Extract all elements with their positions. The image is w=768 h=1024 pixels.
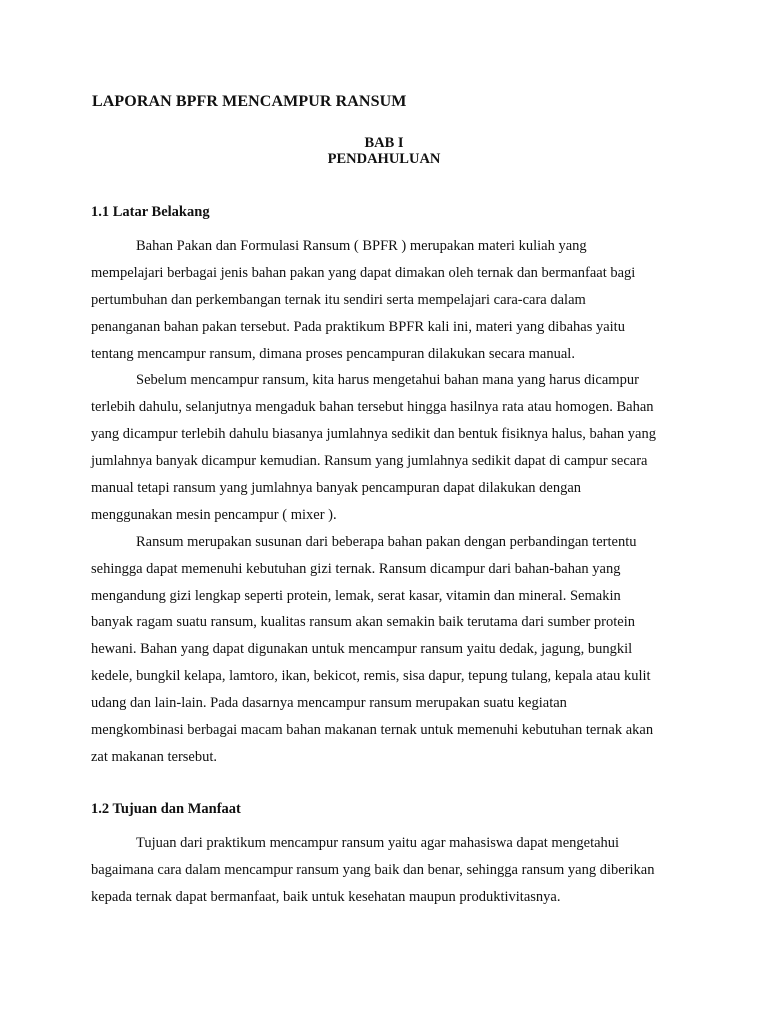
paragraph-line: Tujuan dari praktikum mencampur ransum yaitu agar mahasiswa dapat mengetahui xyxy=(136,835,620,851)
section-heading-latar-belakang: 1.1 Latar Belakang xyxy=(91,204,210,220)
section-body-latar-belakang xyxy=(91,233,683,771)
paragraph-line: Bahan Pakan dan Formulasi Ransum ( BPFR ) merupakan materi kuliah yang xyxy=(136,238,587,254)
paragraph-line: manual tetapi ransum yang jumlahnya banyak pencampuran dapat dilakukan dengan xyxy=(91,480,582,497)
paragraph-line: mengkombinasi berbagai macam bahan makanan ternak untuk memenuhi kebutuhan ternak akan xyxy=(91,722,654,739)
paragraph-line: kepada ternak dapat bermanfaat, baik untuk kesehatan maupun produktivitasnya. xyxy=(91,888,561,905)
section-body-tujuan-dan-manfaat xyxy=(91,830,683,911)
paragraph-line: mengandung gizi lengkap seperti protein, lemak, serat kasar, vitamin dan mineral. Semakin xyxy=(91,587,621,604)
paragraph-line: hewani. Bahan yang dapat digunakan untuk mencampur ransum yaitu dedak, jagung, bungkil xyxy=(91,641,633,658)
chapter-number: BAB I xyxy=(364,135,404,151)
paragraph-line: pertumbuhan dan perkembangan ternak itu sendiri serta mempelajari cara-cara dalam xyxy=(91,291,586,308)
paragraph-line: bagaimana cara dalam mencampur ransum yang baik dan benar, sehingga ransum yang diberikan xyxy=(91,861,655,878)
paragraph-line: kedele, bungkil kelapa, lamtoro, ikan, bekicot, remis, sisa dapur, tepung tulang, kepala atau kulit xyxy=(91,668,651,685)
paragraph-line: mempelajari berbagai jenis bahan pakan yang dapat dimakan oleh ternak dan bermanfaat bagi xyxy=(91,264,636,281)
paragraph-line: Ransum merupakan susunan dari beberapa bahan pakan dengan perbandingan tertentu xyxy=(136,533,637,550)
chapter-name: PENDAHULUAN xyxy=(327,151,441,167)
paragraph-line: udang dan lain-lain. Pada dasarnya mencampur ransum merupakan suatu kegiatan xyxy=(91,695,567,712)
paragraph-line: tentang mencampur ransum, dimana proses pencampuran dilakukan secara manual. xyxy=(91,345,575,362)
paragraph-line: penanganan bahan pakan tersebut. Pada praktikum BPFR kali ini, materi yang dibahas yaitu xyxy=(91,318,625,335)
paragraph-line: terlebih dahulu, selanjutnya mengaduk bahan tersebut hingga hasilnya rata atau homogen. Bahan xyxy=(91,399,654,416)
paragraph-line: jumlahnya banyak dicampur kemudian. Ransum yang jumlahnya sedikit dapat di campur secara xyxy=(91,453,648,470)
paragraph-line: sehingga dapat memenuhi kebutuhan gizi ternak. Ransum dicampur dari bahan-bahan yang xyxy=(91,560,621,577)
paragraph-line: zat makanan tersebut. xyxy=(91,748,218,765)
paragraph-line: yang dicampur terlebih dahulu biasanya jumlahnya sedikit dan bentuk fisiknya halus, bahan yang xyxy=(91,426,656,443)
document-title: LAPORAN BPFR MENCAMPUR RANSUM xyxy=(92,93,407,110)
paragraph-line: Sebelum mencampur ransum, kita harus mengetahui bahan mana yang harus dicampur xyxy=(136,372,639,389)
section-heading-tujuan-dan-manfaat: 1.2 Tujuan dan Manfaat xyxy=(91,801,241,817)
paragraph-line: banyak ragam suatu ransum, kualitas ransum akan semakin baik terutama dari sumber protein xyxy=(91,614,635,631)
paragraph-line: menggunakan mesin pencampur ( mixer ). xyxy=(91,506,337,523)
